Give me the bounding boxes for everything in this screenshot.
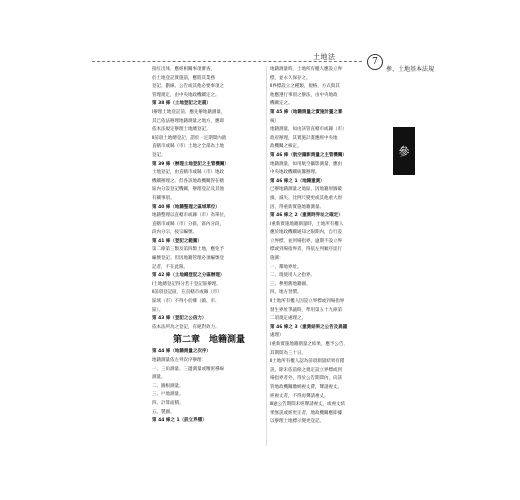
text-line: 記者，不在此限。: [152, 264, 188, 270]
text-line: 標或到場指界者，得依左列順序逕行: [270, 247, 342, 253]
text-line: 區內分設登記機關，辦理登記及其他: [152, 187, 224, 193]
text-line: 施測：: [270, 256, 284, 262]
text-line: 五、製圖。: [152, 409, 175, 415]
text-line: 測量。: [152, 375, 166, 381]
article-heading: 第 46 條之 3（重測結果之公告及異議: [270, 324, 348, 330]
page-number: 7: [367, 54, 383, 70]
text-line: 二項規定處理之。: [270, 316, 306, 322]
text-line: 於土地登記實施前，應將其業務: [152, 75, 215, 81]
text-line: 地籍測量時，土地所有權人應設立界: [270, 67, 342, 72]
article-heading: 第 44 條之 1（設立界標）: [152, 418, 207, 424]
right-text-column: [270, 66, 384, 427]
chapter-heading: 第二章 地籍測量: [172, 335, 245, 346]
text-line: 其已依法辦理地籍測量之地方，應即: [152, 118, 224, 124]
text-line: 地籍整理以直轄市或縣（市）為單位，: [152, 213, 229, 219]
text-line: 登記、劃線、公告或其他必要事項之: [152, 84, 224, 90]
text-line: 一、三角測量、三邊測量或精密導線: [152, 366, 224, 372]
text-line: Ⅱ界標設立之種類、規格、方式與其: [270, 84, 340, 90]
text-line: Ⅰ重新實施地籍測量時，土地所有權人: [270, 221, 344, 227]
text-line: 政府辦理，其實施計畫應經中央地: [270, 135, 338, 141]
text-line: 編號登記。但因地籍管理必須編號登: [152, 256, 224, 262]
text-line: 管理規定，由中央地政機關定之。: [152, 92, 220, 98]
article-heading: 第 40 條（地籍整理之區域單位）: [152, 204, 220, 210]
text-line: 地籍測量依左列次序辦理：: [152, 358, 206, 363]
text-line: 立界標，並到場指界。逾期不設立界: [270, 238, 342, 244]
article-heading: 第 41 條（登記之範圍）: [152, 238, 202, 244]
text-line: 區）。: [152, 307, 164, 313]
text-line: 中央地政機關統籌辦理。: [270, 170, 320, 176]
text-line: 應於地政機關通知之限期內，自行設: [270, 230, 342, 236]
text-line: 直轄市或縣（市）分區，區內分段，: [152, 221, 224, 227]
text-line: Ⅱ土地所有權人因設立界標或到場指界: [270, 299, 345, 305]
text-line: 核）: [270, 118, 279, 124]
text-line: 土地登記，由直轄市或縣（市）地政: [152, 170, 224, 176]
article-heading: 第 46 條（航空攝影測量之主管機關）: [270, 152, 347, 158]
text-line: 三、參照舊地籍圖。: [270, 281, 311, 287]
text-line: 地籍測量，如用航空攝影測量，應由: [270, 161, 342, 167]
text-line: 第二條第三類及第四類土地，應免予: [152, 247, 224, 253]
text-line: 處理）: [270, 333, 284, 339]
side-note: 參、土地基本法規: [386, 66, 435, 73]
text-line: 二、現使用人之指界。: [270, 273, 315, 279]
article-heading: 第 43 條（登記之公信力）: [152, 316, 207, 322]
text-line: Ⅰ重新實施地籍測量之結果，應予公告，: [270, 342, 348, 347]
text-line: 四、計算面積。: [152, 400, 184, 406]
text-line: 經複丈者，不得再聲請複丈。: [270, 393, 329, 399]
article-heading: 第 39 條（辦理土地登記之主管機關）: [152, 161, 229, 167]
article-heading: 第 46 條之 2（重測時界址之確定）: [270, 213, 343, 219]
text-line: 誤，除未依前條之規定設立界標或到: [270, 367, 342, 373]
text-line: 有關事項。: [152, 195, 175, 201]
text-line: 機關辦理之。但各該地政機關得在轄: [152, 178, 224, 184]
running-title: 土地法: [313, 53, 336, 61]
text-line: 管地政機關繳納複丈費，聲請複丈。: [270, 384, 342, 390]
section-tab: 參: [393, 127, 415, 175]
article-heading: 第 45 條（地籍測量之實施計畫之審: [270, 109, 343, 115]
text-line: 直轄市或縣（市）土地之全部為土地: [152, 144, 224, 150]
text-line: 政機關之核定。: [270, 144, 302, 150]
left-text-column: [152, 66, 266, 426]
text-line: 三、戶地測量。: [152, 392, 184, 398]
text-line: 地籍測量，如由該管直轄市或縣（市）: [270, 127, 347, 133]
article-heading: 第 42 條（土地總登記之分區辦理）: [152, 273, 225, 279]
text-line: 區域（市）不得小於鄉（鎮、市、: [152, 299, 220, 305]
text-line: 一、鄰地界址。: [270, 264, 302, 270]
column-divider: [266, 66, 267, 446]
text-line: 登記。: [152, 152, 166, 158]
text-line: 果無誤或經更正者，地政機關應即據: [270, 410, 342, 416]
text-line: 場指界者外，得於公告期間內，向該: [270, 376, 342, 382]
text-line: 機關定之。: [270, 101, 293, 107]
text-line: 已辦地籍測量之地區，因地籍原圖破: [270, 187, 342, 193]
text-line: 發生界址爭議時，準用第五十九條第: [270, 307, 342, 313]
text-line: 他應遵行事項之辦法，由中央地政: [270, 92, 338, 98]
text-line: 其期間為三十日。: [270, 350, 306, 356]
article-heading: 第 44 條（地籍測量之次序）: [152, 349, 211, 355]
text-line: Ⅱ前項登記區，在直轄市或縣（市）: [152, 290, 222, 296]
text-line: 接紅出体，應經相關事項審查，: [152, 67, 215, 72]
text-line: 因，得重新實施地籍測量。: [270, 204, 324, 210]
text-line: Ⅱ前項土地總登記，謂於一定期間內就: [152, 135, 227, 141]
text-line: 標，並永久保存之。: [270, 75, 311, 81]
text-line: Ⅰ辦理土地登記前，應先辦地籍測量，: [152, 109, 226, 115]
text-line: Ⅰ土地總登記得分若干登記區辦理。: [152, 281, 221, 287]
article-heading: 第 46 條之 1（地籍重測）: [270, 178, 325, 184]
text-line: Ⅱ土地所有權人認為前項測量結果有錯: [270, 359, 345, 365]
text-line: 依本法規定辦理土地總登記。: [152, 127, 211, 133]
text-line: 以辦理土地標示變更登記。: [270, 419, 324, 425]
text-line: Ⅲ逾公告期間未經聲請複丈，或複丈結: [270, 402, 346, 408]
text-line: 依本法所為之登記，有絕對效力。: [152, 324, 220, 330]
text-line: 段內分宗，按宗編號。: [152, 230, 197, 236]
text-line: 損、滅失、比例尺變更或其他重大原: [270, 195, 342, 201]
article-heading: 第 38 條（土地登記之定義）: [152, 101, 211, 107]
text-line: 二、圖根測量。: [152, 383, 184, 389]
text-line: 四、地方習慣。: [270, 290, 302, 296]
